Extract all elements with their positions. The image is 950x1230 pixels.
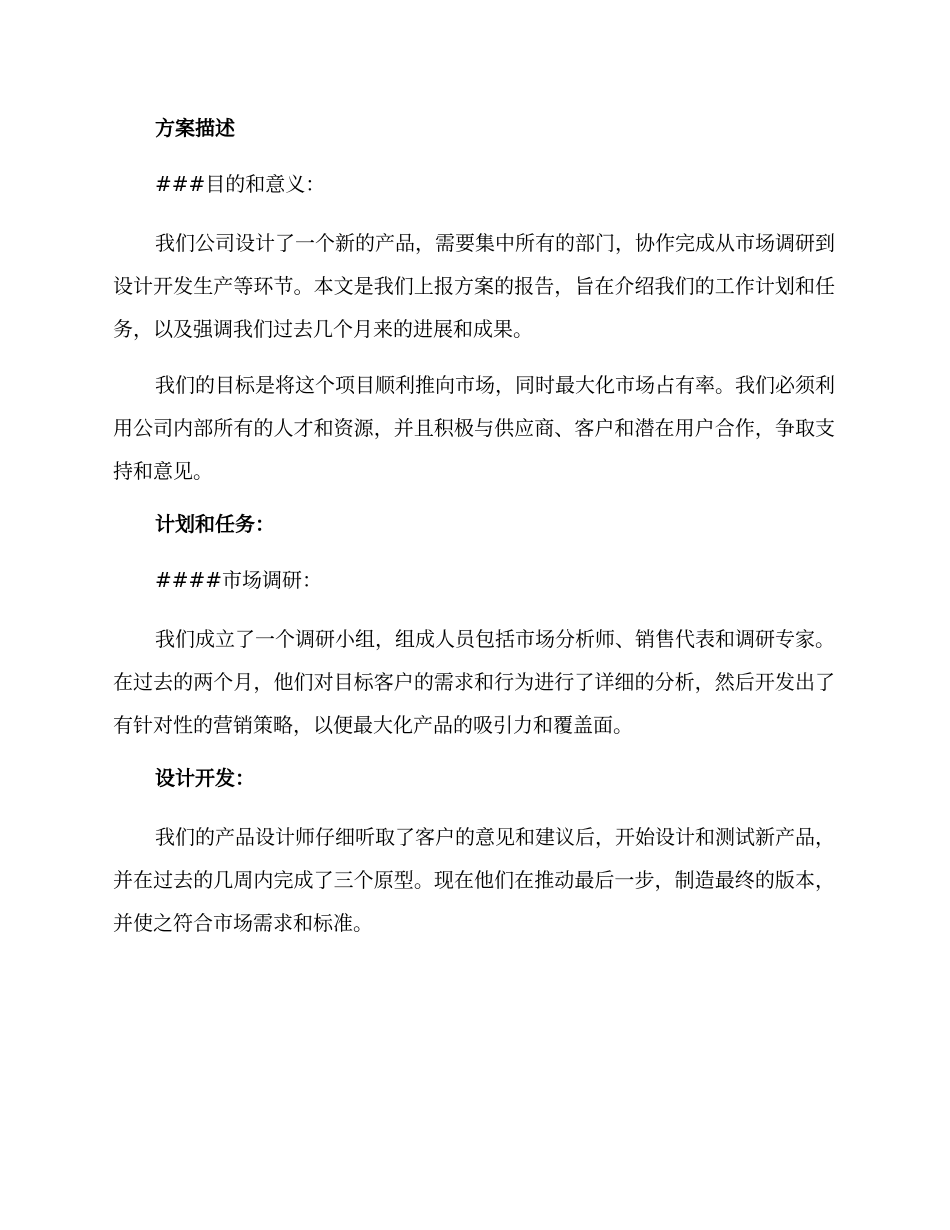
section-heading-purpose: ###目的和意义： xyxy=(155,172,326,196)
document-body xyxy=(113,110,835,958)
section-heading-plan: 计划和任务： xyxy=(155,512,275,536)
paragraph-intro: 我们公司设计了一个新的产品，需要集中所有的部门，协作完成从市场调研到设计开发生产等环节。本文是我们上报方案的报告，旨在介绍我们的工作计划和任务，以及强调我们过去几个月来的进展和成果。 xyxy=(113,231,835,341)
section-heading-market-research: ####市场调研： xyxy=(155,568,323,592)
section-heading-design: 设计开发： xyxy=(155,766,255,790)
paragraph-goal: 我们的目标是将这个项目顺利推向市场，同时最大化市场占有率。我们必须利用公司内部所有的人才和资源，并且积极与供应商、客户和潜在用户合作，争取支持和意见。 xyxy=(113,373,835,483)
paragraph-market-research: 我们成立了一个调研小组，组成人员包括市场分析师、销售代表和调研专家。在过去的两个月，他们对目标客户的需求和行为进行了详细的分析，然后开发出了有针对性的营销策略，以便最大化产品的吸引力和覆盖面。 xyxy=(113,627,835,737)
document-title: 方案描述 xyxy=(155,116,235,140)
paragraph-design: 我们的产品设计师仔细听取了客户的意见和建议后，开始设计和测试新产品，并在过去的几周内完成了三个原型。现在他们在推动最后一步，制造最终的版本，并使之符合市场需求和标准。 xyxy=(113,825,835,935)
